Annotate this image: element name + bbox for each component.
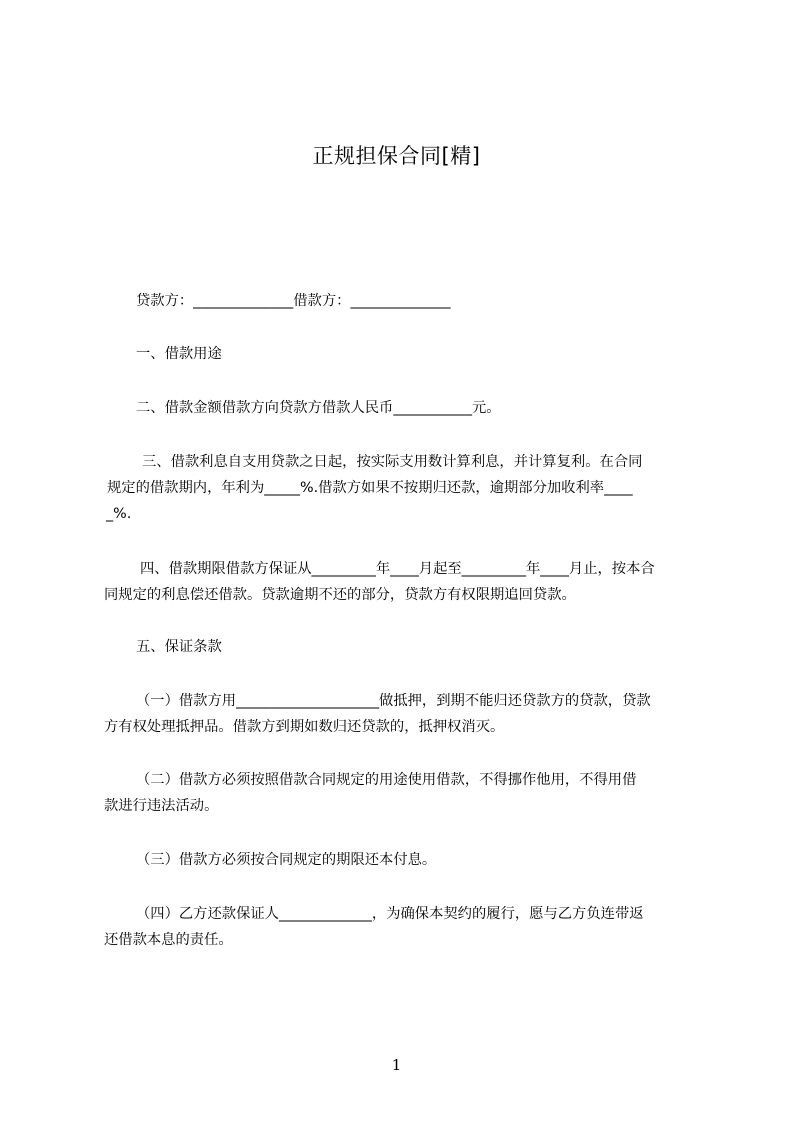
clause-1-line-2: 方有权处理抵押品。借款方到期如数归还贷款的，抵押权消灭。 xyxy=(104,719,505,735)
section-3-interest xyxy=(106,449,702,527)
clause-4 xyxy=(104,901,700,953)
clause-1-line-1: （一）借款方用____________________做抵押，到期不能归还贷款方的贷款，贷款 xyxy=(136,693,651,709)
section-4-line-2: 同规定的利息偿还借款。贷款逾期不还的部分，贷款方有权限期追回贷款。 xyxy=(104,587,576,603)
section-3-line-1: 三、借款利息自支用贷款之日起，按实际支用数计算利息，并计算复利。在合同 xyxy=(142,454,643,470)
section-3-line-2: 规定的借款期内，年利为_____%.借款方如果不按期归还款，逾期部分加收利率____ xyxy=(107,480,633,496)
parties-line xyxy=(136,288,696,314)
section-2-amount xyxy=(136,395,732,421)
clause-4-line-1: （四）乙方还款保证人_____________，为确保本契约的履行，愿与乙方负连带返 xyxy=(136,906,644,922)
page-number: 1 xyxy=(391,1056,402,1074)
section-4-term xyxy=(104,556,700,608)
section-2-text: 二、借款金额借款方向贷款方借款人民币___________元。 xyxy=(136,400,501,416)
clause-2 xyxy=(104,767,700,819)
clause-2-line-1: （二）借款方必须按照借款合同规定的用途使用借款，不得挪作他用，不得用借 xyxy=(136,772,637,788)
clause-2-line-2: 款进行违法活动。 xyxy=(104,798,219,814)
document-title: 正规担保合同[精] xyxy=(312,144,481,168)
clause-3 xyxy=(136,847,732,873)
section-1-purpose xyxy=(136,341,732,367)
section-3-line-3: _%. xyxy=(106,506,132,522)
section-1-text: 一、借款用途 xyxy=(136,346,222,362)
clause-3-text: （三）借款方必须按合同规定的期限还本付息。 xyxy=(136,852,437,868)
section-5-guarantee xyxy=(136,634,732,660)
parties-text: 贷款方：______________借款方：______________ xyxy=(136,293,451,309)
section-4-line-1: 四、借款期限借款方保证从_________年____月起至_________年____月止，按本合 xyxy=(140,561,655,577)
clause-4-line-2: 还借款本息的责任。 xyxy=(104,932,233,948)
section-5-text: 五、保证条款 xyxy=(136,639,222,655)
clause-1 xyxy=(104,688,700,740)
